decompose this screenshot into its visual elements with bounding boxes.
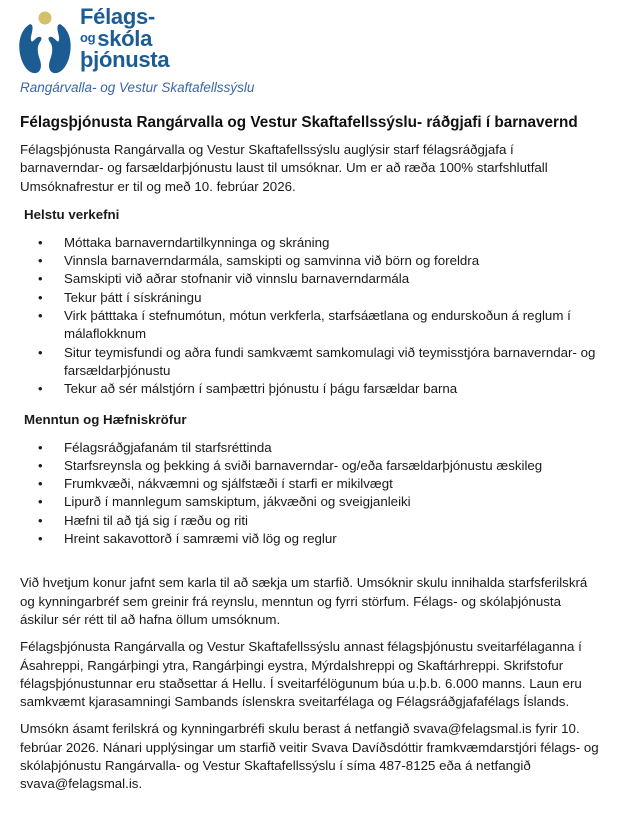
bullet-icon: • bbox=[38, 308, 43, 324]
bullet-icon: • bbox=[38, 271, 43, 287]
list-item: • Vinnsla barnaverndarmála, samskipti og samvinna við börn og foreldra bbox=[64, 252, 600, 270]
list-item: • Frumkvæði, nákvæmni og sjálfstæði í starfi er mikilvægt bbox=[64, 475, 600, 493]
section-heading-qualifications: Menntun og Hæfniskröfur bbox=[24, 411, 187, 427]
list-item: • Situr teymisfundi og aðra fundi samkvæmt samkomulagi við teymisstjóra barnaverndar- og farsældarþjónustu bbox=[38, 344, 596, 378]
section-heading-tasks: Helstu verkefni bbox=[24, 206, 120, 222]
list-item: • Virk þátttaka í stefnumótun, mótun verkferla, starfsáætlana og endurskoðun á reglum í málaflokknum bbox=[38, 308, 571, 342]
list-item: • Starfsreynsla og þekking á sviði barnaverndar- og/eða farsældarþjónustu æskileg bbox=[64, 457, 600, 475]
list-item: • Hreint sakavottorð í samræmi við lög og reglur bbox=[64, 530, 600, 548]
logo-line-2: ogskóla bbox=[80, 26, 153, 51]
application-contact-paragraph: Umsókn ásamt ferilskrá og kynningarbréfi skulu berast á netfangið svava@felagsmal.is fyrir 10. febrúar 2026. Nánari upplýsingar um starfið veitir Svava Davíðsdóttir framkvæmdarstjóri félags- og skólaþjónustu Rangárvalla- og Vestur Skaftafellssýslu í síma 487-8125 eða á netfangið svava@felagsmal.is. bbox=[20, 721, 599, 792]
intro-paragraph: Félagsþjónusta Rangárvalla og Vestur Skaftafellssýslu auglýsir starf félagsráðgjafa í barnaverndar- og farsældarþjónustu laust til umsóknar. Um er að ræða 100% starfshlutfall Umsóknafrestur er til og með 10. febrúar 2026. bbox=[20, 142, 548, 194]
equal-opportunity-paragraph: Við hvetjum konur jafnt sem karla til að sækja um starfið. Umsóknir skulu innihalda starfsferilskrá og kynningarbréf sem greinir frá reynslu, menntun og fyrri störfum. Félags- og skólaþjónusta áskilur sér rétt til að hafna öllum umsóknum. bbox=[20, 575, 588, 627]
bullet-icon: • bbox=[38, 476, 43, 492]
list-item: • Félagsráðgjafanám til starfsréttinda bbox=[64, 439, 600, 457]
list-item: • Samskipti við aðrar stofnanir við vinnslu barnaverndarmála bbox=[64, 270, 600, 288]
tasks-list bbox=[20, 234, 600, 399]
list-item: • Tekur að sér málstjórn í samþættri þjónustu í þágu farsældar barna bbox=[64, 380, 600, 398]
bullet-icon: • bbox=[38, 234, 43, 250]
list-item: • Tekur þátt í sískráningu bbox=[64, 289, 600, 307]
job-posting bbox=[20, 112, 600, 803]
organization-subtitle: Rangárvalla- og Vestur Skaftafellssýslu bbox=[20, 80, 255, 95]
page-title: Félagsþjónusta Rangárvalla og Vestur Skaftafellssýslu- ráðgjafi í barnavernd bbox=[20, 114, 578, 131]
people-figure-icon bbox=[16, 10, 74, 76]
bullet-icon: • bbox=[38, 439, 43, 455]
logo-wordmark bbox=[80, 6, 169, 70]
bullet-icon: • bbox=[38, 457, 43, 473]
letterhead bbox=[0, 0, 618, 100]
qualifications-list bbox=[20, 439, 600, 549]
bullet-icon: • bbox=[38, 512, 43, 528]
organization-info-paragraph: Félagsþjónusta Rangárvalla og Vestur Skaftafellssýslu annast félagsþjónustu sveitarfélaganna í Ásahreppi, Rangárþingi ytra, Rangárþingi eystra, Mýrdalshreppi og Skaftárhreppi. Skrifstofur félagsþjónustunnar eru staðsettar á Hellu. Í sveitarfélögunum búa u.þ.b. 6.000 manns. Laun eru samkvæmt kjarasamningi Sambands íslenskra sveitarfélaga og Félagsráðgjafafélags Íslands. bbox=[20, 639, 582, 710]
bullet-icon: • bbox=[38, 289, 43, 305]
bullet-icon: • bbox=[38, 531, 43, 547]
bullet-icon: • bbox=[38, 253, 43, 269]
list-item: • Móttaka barnaverndartilkynninga og skráning bbox=[64, 234, 600, 252]
logo-line-1: Félags- bbox=[80, 4, 155, 29]
logo-line-3: þjónusta bbox=[80, 47, 170, 72]
bullet-icon: • bbox=[38, 381, 43, 397]
bullet-icon: • bbox=[38, 344, 43, 360]
list-item: • Lipurð í mannlegum samskiptum, jákvæðni og sveigjanleiki bbox=[64, 493, 600, 511]
bullet-icon: • bbox=[38, 494, 43, 510]
list-item: • Hæfni til að tjá sig í ræðu og riti bbox=[64, 512, 600, 530]
